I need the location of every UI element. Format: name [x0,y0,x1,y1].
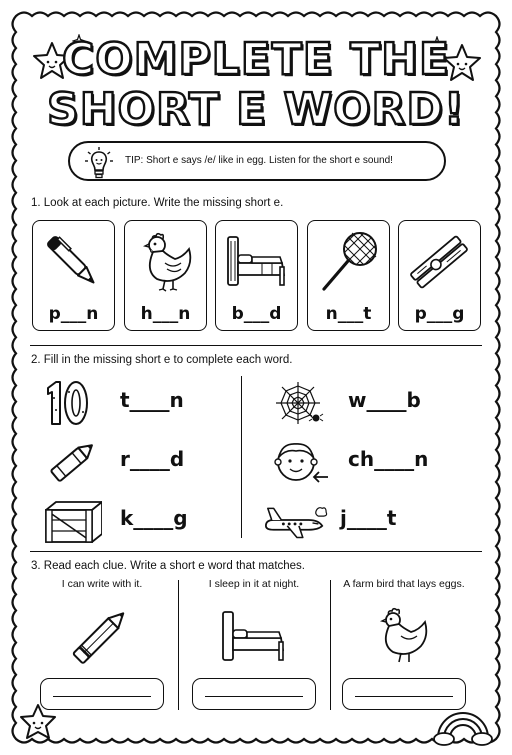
boy-chin-icon [270,437,330,487]
bed-icon [222,227,290,297]
net-icon [314,227,382,297]
spider-web-icon [270,378,330,428]
picture-card-bed [215,220,298,331]
clue-text: A farm bird that lays eggs. [343,578,465,590]
fill-item-chin [270,437,480,487]
section-1-heading: 1. Look at each picture. Write the missing short e. [31,197,284,209]
column-divider [178,580,179,710]
clue-text: I sleep in it at night. [208,578,300,590]
clue-text: I can write with it. [61,578,143,590]
answer-box[interactable] [192,678,316,710]
section-2-heading: 2. Fill in the missing short e to complete each word. [31,354,293,366]
peg-icon [405,227,473,297]
fill-item-keg [42,496,232,546]
fill-item-jet [262,496,480,546]
missing-letter-word[interactable]: k____g [120,506,188,530]
pencil-icon [67,606,137,666]
rainbow-icon [432,702,494,746]
missing-letter-word[interactable]: ch____n [348,447,429,471]
missing-letter-word[interactable]: w____b [348,388,421,412]
column-divider [330,580,331,710]
hen-icon [131,227,199,297]
answer-line [53,696,151,697]
crate-icon [42,496,102,546]
clue-card-bed [184,578,324,713]
missing-letter-word[interactable]: t____n [120,388,184,412]
star-icon [18,702,58,742]
missing-letter-word[interactable]: r____d [120,447,185,471]
tip-box [68,141,446,181]
section-divider [30,345,482,346]
tip-text: TIP: Short e says /e/ like in egg. Listen for the short e sound! [125,155,393,166]
pen-icon [39,227,107,297]
section-3-heading: 3. Read each clue. Write a short e word that matches. [31,560,306,572]
page-title-line-1: COMPLETE THE [61,34,451,85]
picture-card-hen [124,220,207,331]
number-ten-icon [42,378,102,428]
answer-box[interactable] [40,678,164,710]
missing-letter-word[interactable]: p___n [48,304,99,324]
fill-item-red [42,437,232,487]
page-title-line-2: SHORT E WORD! [47,84,465,135]
section-divider [30,551,482,552]
fill-item-ten [42,378,232,428]
missing-letter-word[interactable]: h___n [140,304,191,324]
answer-line [205,696,303,697]
picture-card-peg [398,220,481,331]
clue-card-pencil [32,578,172,713]
answer-line [355,696,453,697]
picture-card-net [307,220,390,331]
missing-letter-word[interactable]: b___d [231,304,282,324]
jet-icon [262,496,330,546]
missing-letter-word[interactable]: j____t [340,506,397,530]
fill-item-web [270,378,480,428]
column-divider [241,376,242,538]
clue-card-hen [334,578,474,713]
missing-letter-word[interactable]: p___g [414,304,465,324]
bed-icon [219,606,289,666]
hen-icon [369,606,439,666]
lightbulb-icon [84,146,114,180]
missing-letter-word[interactable]: n___t [325,304,372,324]
crayon-icon [42,437,102,487]
picture-card-pen [32,220,115,331]
